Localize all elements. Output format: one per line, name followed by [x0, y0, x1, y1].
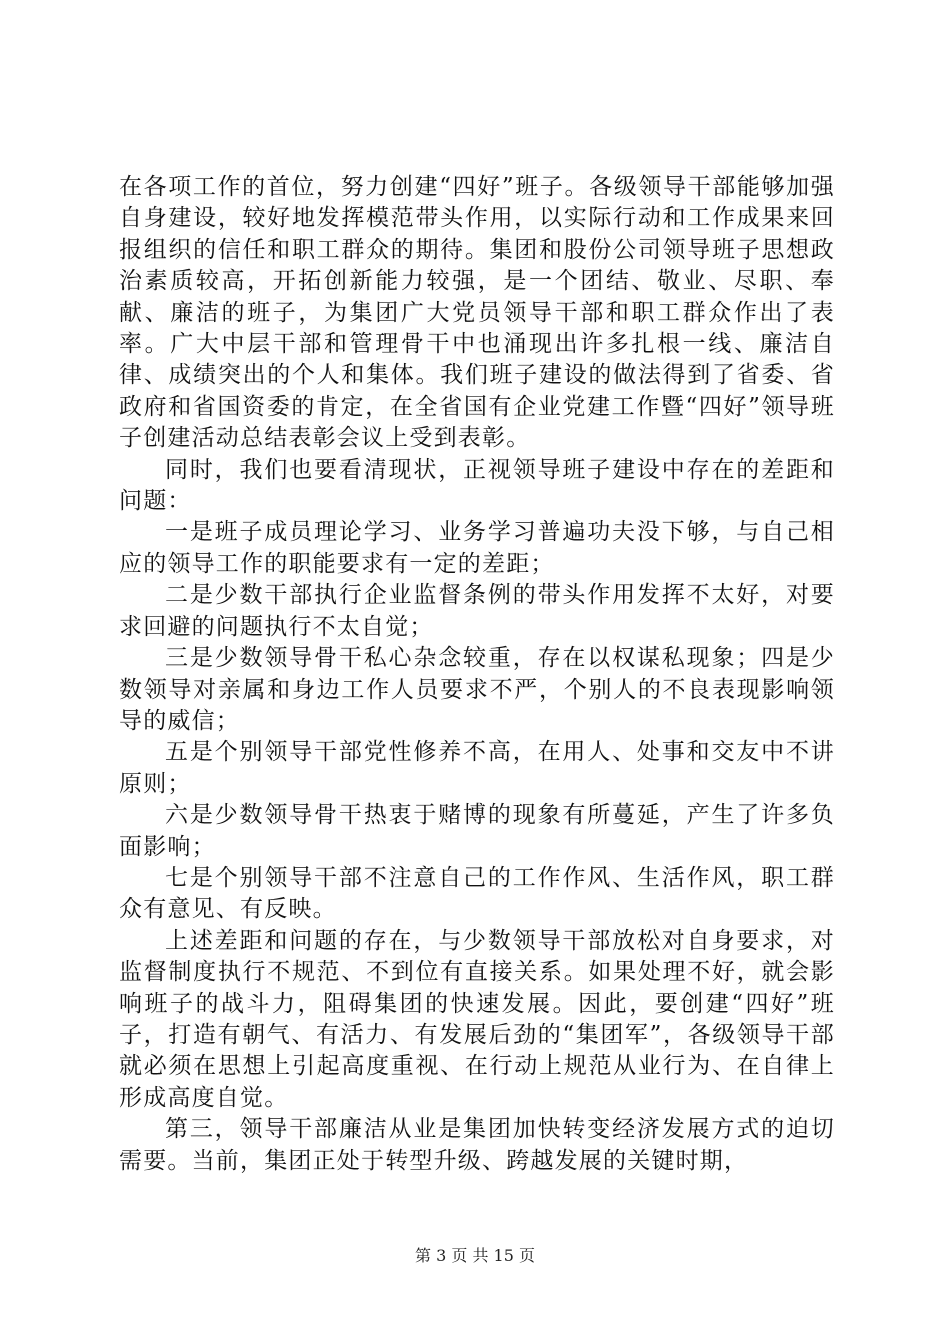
paragraph-6: 五是个别领导干部党性修养不高，在用人、处事和交友中不讲原则； — [119, 739, 835, 797]
document-body — [119, 172, 835, 1177]
paragraph-4: 二是少数干部执行企业监督条例的带头作用发挥不太好，对要求回避的问题执行不太自觉； — [119, 582, 835, 640]
page-number-footer: 第 3 页 共 15 页 — [415, 1246, 535, 1265]
paragraph-3: 一是班子成员理论学习、业务学习普遍功夫没下够，与自己相应的领导工作的职能要求有一定的差距； — [119, 519, 835, 577]
paragraph-7: 六是少数领导骨干热衷于赌博的现象有所蔓延，产生了许多负面影响； — [119, 802, 835, 860]
paragraph-8: 七是个别领导干部不注意自己的工作作风、生活作风，职工群众有意见、有反映。 — [119, 864, 835, 923]
paragraph-10: 第三，领导干部廉洁从业是集团加快转变经济发展方式的迫切需要。当前，集团正处于转型升级、跨越发展的关键时期， — [119, 1116, 835, 1174]
paragraph-2: 同时，我们也要看清现状，正视领导班子建设中存在的差距和问题： — [119, 456, 835, 515]
paragraph-5: 三是少数领导骨干私心杂念较重，存在以权谋私现象；四是少数领导对亲属和身边工作人员要求不严，个别人的不良表现影响领导的威信； — [119, 645, 835, 734]
paragraph-9: 上述差距和问题的存在，与少数领导干部放松对自身要求，对监督制度执行不规范、不到位有直接关系。如果处理不好，就会影响班子的战斗力，阻碍集团的快速发展。因此，要创建“四好”班子，打造有朝气、有活力、有发展后劲的“集团军”，各级领导干部就必须在思想上引起高度重视、在行动上规范从业行为、在自律上形成高度自觉。 — [119, 927, 835, 1111]
paragraph-1: 在各项工作的首位，努力创建“四好”班子。各级领导干部能够加强自身建设，较好地发挥模范带头作用，以实际行动和工作成果来回报组织的信任和职工群众的期待。集团和股份公司领导班子思想政治素质较高，开拓创新能力较强，是一个团结、敬业、尽职、奉献、廉洁的班子，为集团广大党员领导干部和职工群众作出了表率。广大中层干部和管理骨干中也涌现出许多扎根一线、廉洁自律、成绩突出的个人和集体。我们班子建设的做法得到了省委、省政府和省国资委的肯定，在全省国有企业党建工作暨“四好”领导班子创建活动总结表彰会议上受到表彰。 — [119, 174, 835, 452]
